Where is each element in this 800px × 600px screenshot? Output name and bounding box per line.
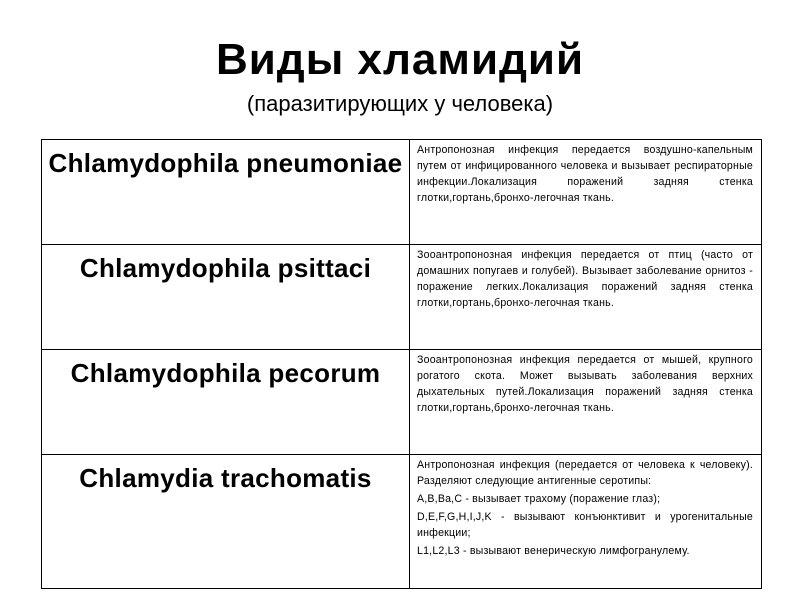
species-name-cell [42, 245, 410, 350]
slide-title: Виды хламидий [215, 35, 585, 84]
species-name: Chlamydia trachomatis [79, 463, 372, 493]
species-description: Зооантропонозная инфекция передается от птиц (часто от домашних попугаев и голубей). Вызывает заболевание орнитоз - поражение легких.Локализация поражений задняя стенка глотки,гортань,бронхо-легочная ткань. [417, 249, 753, 309]
species-table [41, 139, 762, 589]
species-name: Chlamydophila pecorum [70, 358, 381, 388]
table-row [42, 245, 762, 350]
table-row [42, 455, 762, 589]
species-name: Chlamydophila pneumoniae [48, 148, 403, 178]
table-row [42, 350, 762, 455]
species-name-cell [42, 350, 410, 455]
species-description-cell [410, 245, 762, 350]
species-name-cell [42, 140, 410, 245]
species-description-cell [410, 350, 762, 455]
species-description: Антропонозная инфекция (передается от человека к человеку). Разделяют следующие антигенные серотипы: [417, 459, 753, 487]
species-name-cell [42, 455, 410, 589]
serotype-item: L1,L2,L3 - вызывают венерическую лимфогранулему. [417, 545, 690, 557]
species-name: Chlamydophila psittaci [79, 253, 372, 283]
species-description: Антропонозная инфекция передается воздушно-капельным путем от инфицированного человека и вызывает респираторные инфекции.Локализация поражений задняя стенка глотки,гортань,бронхо-легочная ткань. [417, 144, 753, 204]
table-row [42, 140, 762, 245]
species-description-cell [410, 140, 762, 245]
species-description-cell [410, 455, 762, 589]
serotype-item: A,B,Ba,C - вызывает трахому (поражение глаз); [417, 493, 661, 505]
slide-subtitle: (паразитирующих у человека) [246, 91, 554, 116]
species-description: Зооантропонозная инфекция передается от мышей, крупного рогатого скота. Может вызывать заболевания верхних дыхательных путей.Локализация поражений задняя стенка глотки,гортань,бронхо-легочная ткань. [417, 354, 753, 414]
serotype-item: D,E,F,G,H,I,J,K - вызывают конъюнктивит и урогенитальные инфекции; [417, 511, 753, 539]
